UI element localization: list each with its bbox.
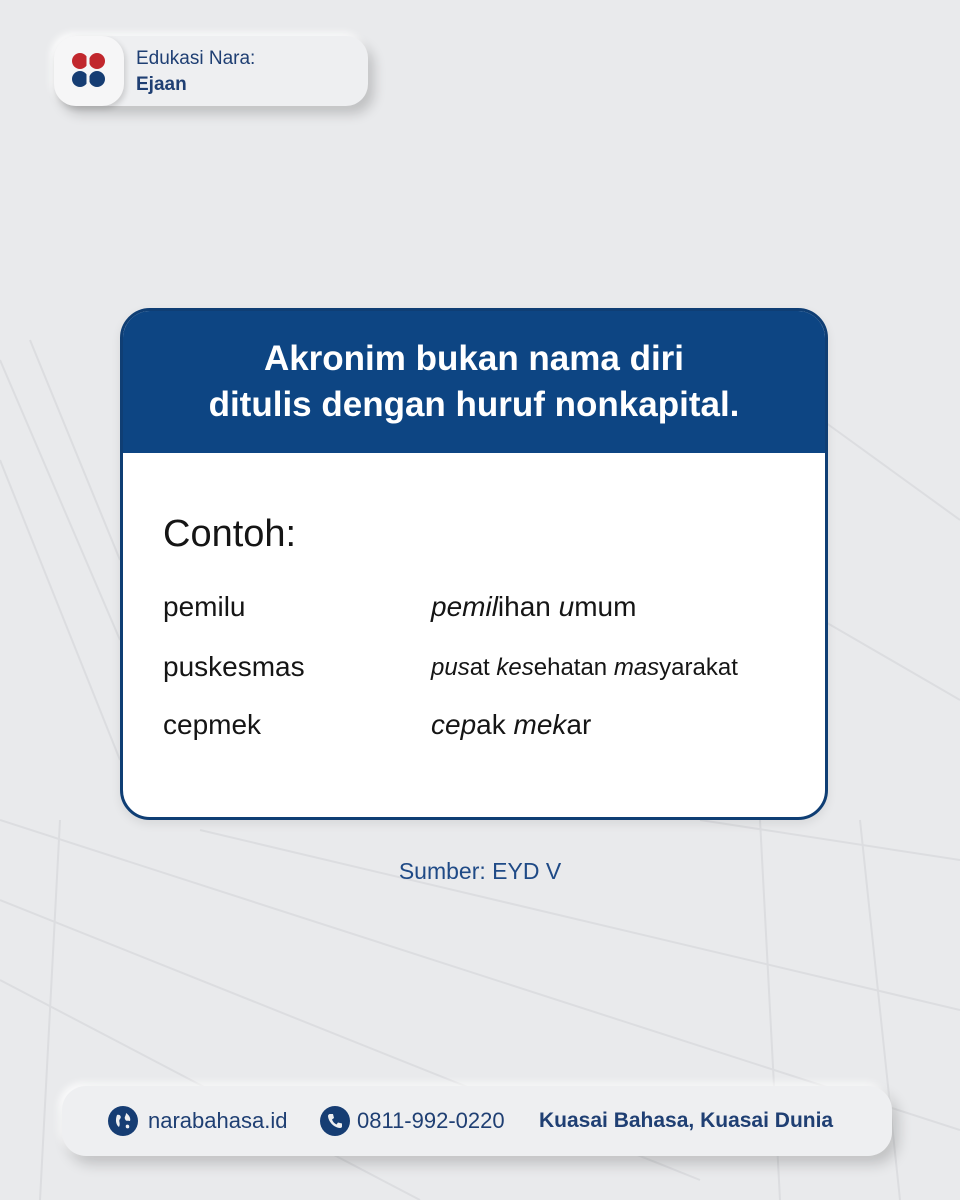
title-line-1: Akronim bukan nama diri <box>263 339 685 378</box>
acronym-fragment: kes <box>496 654 534 681</box>
acronym-fragment: u <box>558 591 575 622</box>
example-term: cepmek <box>163 709 262 740</box>
footer-bar <box>62 1086 892 1156</box>
acronym-fragment: mek <box>513 709 567 740</box>
card-title <box>209 336 740 428</box>
example-expansion <box>431 591 636 623</box>
example-expansion <box>431 709 591 741</box>
expansion-fragment: at <box>469 654 497 681</box>
example-row <box>163 591 803 631</box>
logo-icon <box>54 36 124 106</box>
example-term: pemilu <box>163 591 246 622</box>
expansion-fragment: ar <box>566 709 592 740</box>
expansion-fragment: yarakat <box>659 654 738 681</box>
example-row <box>163 709 803 749</box>
acronym-fragment: mas <box>613 654 660 681</box>
expansion-fragment: mum <box>574 591 637 622</box>
title-line-2: ditulis dengan huruf nonkapital. <box>208 385 740 424</box>
website-link[interactable]: narabahasa.id <box>148 1108 288 1133</box>
series-label: Edukasi Nara: <box>136 48 256 69</box>
tagline: Kuasai Bahasa, Kuasai Dunia <box>539 1109 834 1132</box>
acronym-fragment: pemil <box>431 591 498 622</box>
phone-icon <box>320 1106 350 1136</box>
card-header <box>123 311 825 453</box>
acronym-fragment: cep <box>431 709 477 740</box>
acronym-fragment: pus <box>431 654 470 681</box>
topic-label: Ejaan <box>136 74 187 95</box>
source-note: Sumber: EYD V <box>398 858 562 884</box>
example-expansion <box>431 654 738 682</box>
expansion-fragment: ihan <box>497 591 559 622</box>
rule-card <box>120 308 828 820</box>
expansion-fragment: ehatan <box>533 654 614 681</box>
expansion-fragment: ak <box>476 709 514 740</box>
example-term: puskesmas <box>163 651 305 682</box>
globe-icon <box>108 1106 138 1136</box>
brand-header <box>54 36 368 106</box>
example-heading: Contoh: <box>163 513 297 555</box>
phone-link[interactable]: 0811-992-0220 <box>357 1108 505 1133</box>
example-row <box>163 651 803 691</box>
